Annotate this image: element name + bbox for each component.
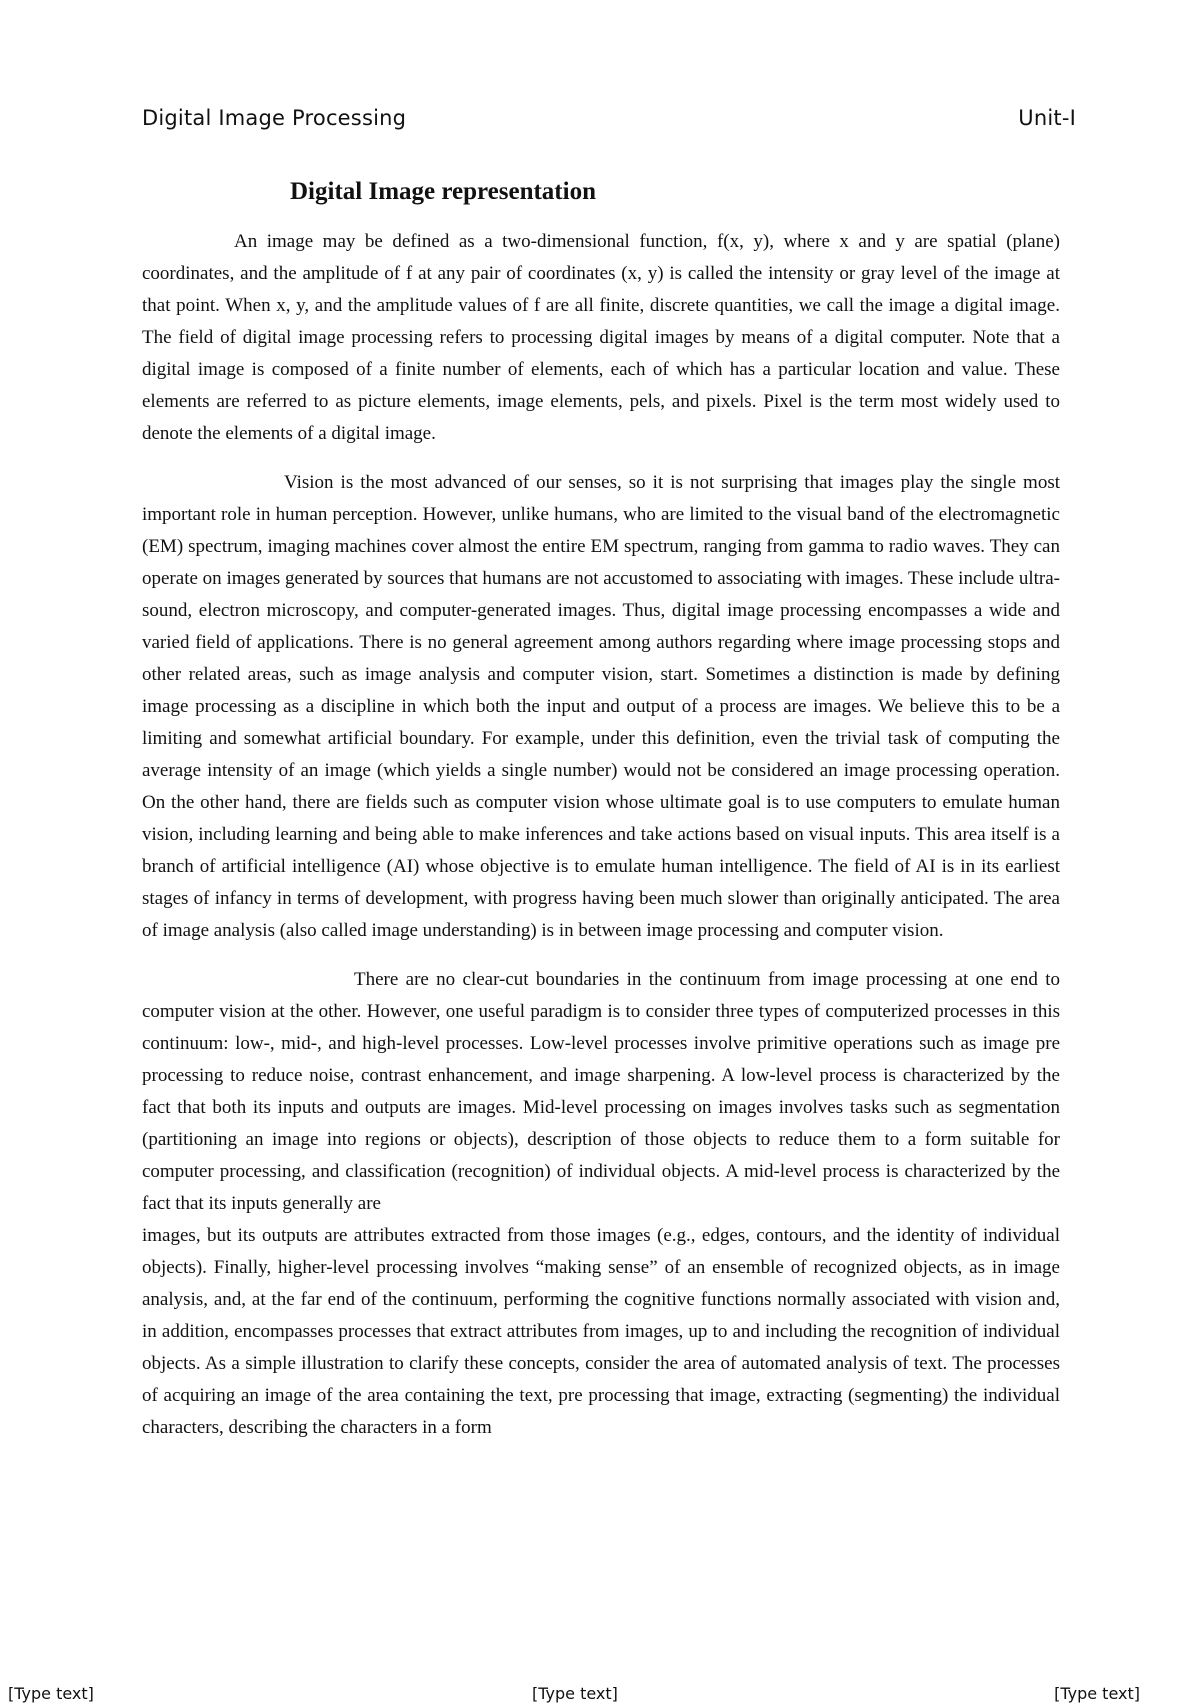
header-unit-label: Unit-I: [1018, 106, 1076, 130]
page-header: [142, 106, 1076, 134]
paragraph: An image may be defined as a two-dimensional function, f(x, y), where x and y are spatial (plane) coordinates, and the amplitude of f at any pair of coordinates (x, y) is called the intensity or gray level of the image at that point. When x, y, and the amplitude values of f are all finite, discrete quantities, we call the image a digital image. The field of digital image processing refers to processing digital images by means of a digital computer. Note that a digital image is composed of a finite number of elements, each of which has a particular location and value. These elements are referred to as picture elements, image elements, pels, and pixels. Pixel is the term most widely used to denote the elements of a digital image.: [142, 231, 1060, 444]
footer-center-placeholder: [Type text]: [532, 1684, 618, 1703]
paragraph: There are no clear-cut boundaries in the continuum from image processing at one end to computer vision at the other. However, one useful paradigm is to consider three types of computerized processes in this continuum: low-, mid-, and high-level processes. Low-level processes involve primitive operations such as image pre processing to reduce noise, contrast enhancement, and image sharpening. A low-level process is characterized by the fact that both its inputs and outputs are images. Mid-level processing on images involves tasks such as segmentation (partitioning an image into regions or objects), description of those objects to reduce them to a form suitable for computer processing, and classification (recognition) of individual objects. A mid-level process is characterized by the fact that its inputs generally are: [142, 969, 1060, 1214]
page-footer: [0, 1684, 1200, 1706]
body-text: [142, 226, 1060, 1461]
section-title: Digital Image representation: [290, 178, 596, 205]
footer-left-placeholder: [Type text]: [8, 1684, 94, 1703]
paragraph: Vision is the most advanced of our senses, so it is not surprising that images play the single most important role in human perception. However, unlike humans, who are limited to the visual band of the electromagnetic (EM) spectrum, imaging machines cover almost the entire EM spectrum, ranging from gamma to radio waves. They can operate on images generated by sources that humans are not accustomed to associating with images. These include ultra-sound, electron microscopy, and computer-generated images. Thus, digital image processing encompasses a wide and varied field of applications. There is no general agreement among authors regarding where image processing stops and other related areas, such as image analysis and computer vision, start. Sometimes a distinction is made by defining image processing as a discipline in which both the input and output of a process are images. We believe this to be a limiting and somewhat artificial boundary. For example, under this definition, even the trivial task of computing the average intensity of an image (which yields a single number) would not be considered an image processing operation. On the other hand, there are fields such as computer vision whose ultimate goal is to use computers to emulate human vision, including learning and being able to make inferences and take actions based on visual inputs. This area itself is a branch of artificial intelligence (AI) whose objective is to emulate human intelligence. The field of AI is in its earliest stages of infancy in terms of development, with progress having been much slower than originally anticipated. The area of image analysis (also called image understanding) is in between image processing and computer vision.: [142, 472, 1060, 941]
footer-right-placeholder: [Type text]: [1054, 1684, 1140, 1703]
header-course-title: Digital Image Processing: [142, 106, 407, 130]
paragraph: images, but its outputs are attributes extracted from those images (e.g., edges, contours, and the identity of individual objects). Finally, higher-level processing involves “making sense” of an ensemble of recognized objects, as in image analysis, and, at the far end of the continuum, performing the cognitive functions normally associated with vision and, in addition, encompasses processes that extract attributes from images, up to and including the recognition of individual objects. As a simple illustration to clarify these concepts, consider the area of automated analysis of text. The processes of acquiring an image of the area containing the text, pre processing that image, extracting (segmenting) the individual characters, describing the characters in a form: [142, 1225, 1060, 1438]
